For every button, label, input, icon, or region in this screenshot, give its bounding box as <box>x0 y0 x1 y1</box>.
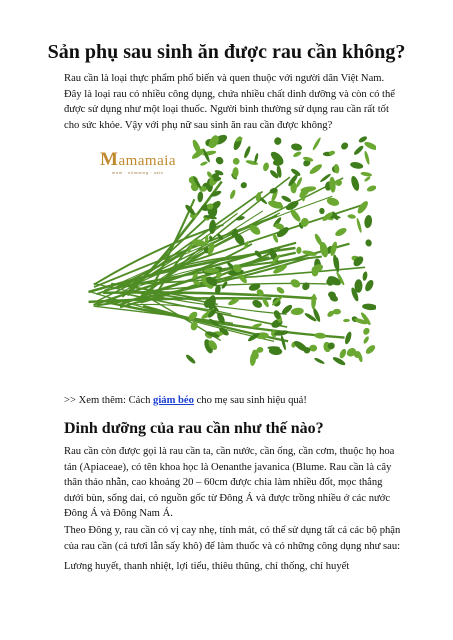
celery-leaf <box>364 215 373 229</box>
celery-leaf <box>334 226 348 237</box>
celery-leaf <box>273 136 282 145</box>
celery-leaf <box>311 294 317 309</box>
celery-leaf <box>360 171 372 177</box>
celery-leaf <box>347 214 356 219</box>
celery-leaf <box>202 149 211 163</box>
celery-leaf <box>313 233 323 247</box>
celery-leaf <box>363 140 376 151</box>
celery-leaf <box>229 189 237 200</box>
celery-leaf <box>354 279 362 293</box>
celery-leaf <box>280 335 287 351</box>
celery-leaf <box>301 281 311 292</box>
mamamaia-logo <box>100 149 176 171</box>
logo-tagline: mom · slimming · skin <box>112 170 164 175</box>
celery-leaf <box>233 158 240 165</box>
celery-leaf <box>319 207 325 214</box>
celery-leaf <box>366 184 376 192</box>
celery-leaf <box>363 279 375 293</box>
page-title: Sản phụ sau sinh ăn được rau cần không? <box>47 41 406 63</box>
celery-leaf <box>364 150 371 165</box>
intro-paragraph: Rau cần là loại thực phẩm phổ biến và quen thuộc với người dân Việt Nam. Đây là loại rau có nhiều công dụng, chứa nhiều chất dinh dưỡng và còn có thể được sử dụng như một loại thuốc. Người bình thường sử dụng rau cần rất tốt cho sức khỏe. Vậy với phụ nữ sau sinh ăn rau cần được không? <box>64 73 395 131</box>
celery-leaf <box>251 298 263 309</box>
celery-leaf <box>338 348 347 359</box>
celery-leaf <box>239 181 248 190</box>
celery-leaf <box>276 286 286 295</box>
celery-leaf <box>350 175 361 192</box>
celery-leaf <box>262 162 270 172</box>
celery-leaf <box>197 191 204 202</box>
section-heading: Dinh dưỡng của rau cần như thế nào? <box>64 420 324 437</box>
celery-leaf <box>289 208 302 223</box>
celery-leaf <box>243 145 252 159</box>
celery-leaf <box>340 141 350 151</box>
celery-leaf <box>308 163 323 176</box>
celery-leaf <box>314 332 326 339</box>
logo-initial: M <box>100 149 119 170</box>
celery-leaf <box>329 177 337 193</box>
paragraph-eastern-medicine: Theo Đông y, rau cần có vị cay nhẹ, tính mát, có thể sử dụng tất cả các bộ phận của rau cần (cả tươi lẫn sấy khô) để làm thuốc và có những công dụng như sau: <box>64 525 401 552</box>
celery-leaf <box>332 356 347 367</box>
celery-leaf <box>292 150 302 158</box>
celery-leaf <box>184 203 196 216</box>
celery-leaf <box>312 137 322 151</box>
see-more-link[interactable]: giảm béo <box>153 395 194 406</box>
water-celery-image <box>80 133 376 368</box>
see-more-line <box>64 393 404 409</box>
paragraph-nutrition: Rau cần còn được gọi là rau cần ta, cần nước, cần ống, cần cơm, thuộc họ hoa tán (Apiaceae), có tên khoa học là Oenanthe javanica (Blume. Rau cần là cây thân thảo nhẵn, cao khoảng 20 – 60cm được chia làm nhiều đốt, mọc thẳng dưới bùn, sống dai, có nguồn gốc từ Đông Á và được trồng nhiều ở các nước Đông Á và Đông Nam Á. <box>64 446 395 519</box>
celery-leaf <box>214 155 225 166</box>
logo-text: amamaia <box>118 153 177 169</box>
celery-leaf <box>362 303 376 311</box>
paragraph-uses: Lương huyết, thanh nhiệt, lợi tiểu, thiêu thũng, chỉ thống, chỉ huyết <box>64 561 350 572</box>
celery-leaf <box>364 344 376 356</box>
celery-leaf <box>350 161 364 170</box>
celery-leaf <box>365 239 373 248</box>
see-more-prefix: >> Xem thêm: Cách <box>64 395 154 406</box>
celery-leaf <box>267 346 280 350</box>
celery-leaf <box>356 218 363 234</box>
celery-leaf <box>362 327 371 336</box>
celery-leaf <box>343 319 350 323</box>
celery-leaf <box>362 271 368 281</box>
celery-leaf <box>344 331 353 345</box>
celery-leaf <box>200 161 208 167</box>
celery-leaf <box>290 143 302 152</box>
celery-leaf <box>362 336 369 345</box>
celery-leaf <box>280 194 292 203</box>
celery-leaf <box>314 357 326 365</box>
celery-leaf <box>185 353 197 364</box>
celery-leaf <box>290 307 304 316</box>
celery-leaf <box>289 278 302 290</box>
celery-leaf <box>353 144 365 156</box>
see-more-suffix: cho mẹ sau sinh hiệu quả! <box>193 395 307 406</box>
celery-leaf <box>296 247 302 255</box>
celery-leaf <box>364 176 372 183</box>
celery-leaf <box>208 219 216 234</box>
